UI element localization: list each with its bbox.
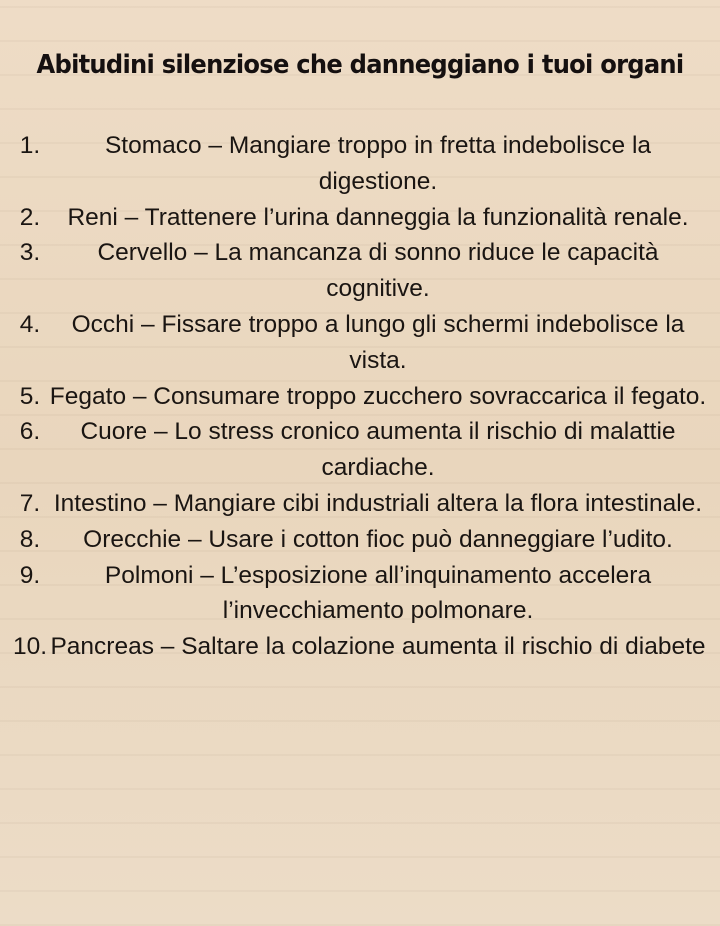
item-text: Orecchie – Usare i cotton fioc può danneggiare l’udito.: [83, 525, 673, 553]
item-text: Cervello – La mancanza di sonno riduce le capacità cognitive.: [97, 239, 659, 303]
item-text: Cuore – Lo stress cronico aumenta il rischio di malattie cardiache.: [80, 418, 676, 482]
item-number: 9.: [19, 561, 41, 589]
list-item: [0, 128, 720, 200]
item-number: 7.: [19, 489, 41, 517]
item-text: Pancreas – Saltare la colazione aumenta il rischio di diabete: [50, 633, 706, 661]
item-number: 6.: [19, 418, 41, 446]
item-text: Reni – Trattenere l’urina danneggia la funzionalità renale.: [67, 203, 689, 231]
list-item: [0, 414, 720, 486]
item-text: Occhi – Fissare troppo a lungo gli schermi indebolisce la vista.: [71, 310, 685, 374]
habits-list: [0, 128, 720, 665]
list-item: [0, 629, 720, 665]
item-number: 2.: [19, 203, 41, 231]
item-number: 10.: [12, 633, 48, 661]
item-number: 3.: [19, 239, 41, 267]
list-item: [0, 235, 720, 307]
list-item: [0, 522, 720, 558]
list-item: [0, 200, 720, 236]
list-item: [0, 379, 720, 415]
item-text: Stomaco – Mangiare troppo in fretta indebolisce la digestione.: [104, 132, 652, 195]
page-title: Abitudini silenziose che danneggiano i tuoi organi: [36, 50, 684, 80]
item-number: 8.: [19, 525, 41, 553]
item-text: Fegato – Consumare troppo zucchero sovraccarica il fegato.: [49, 382, 707, 410]
item-text: Polmoni – L’esposizione all’inquinamento accelera l’invecchiamento polmonare.: [104, 561, 652, 625]
item-number: 1.: [19, 132, 41, 159]
list-item: [0, 486, 720, 522]
item-number: 4.: [19, 310, 41, 338]
item-number: 5.: [19, 382, 41, 410]
list-item: [0, 558, 720, 630]
list-item: [0, 307, 720, 379]
item-text: Intestino – Mangiare cibi industriali altera la flora intestinale.: [53, 489, 703, 517]
